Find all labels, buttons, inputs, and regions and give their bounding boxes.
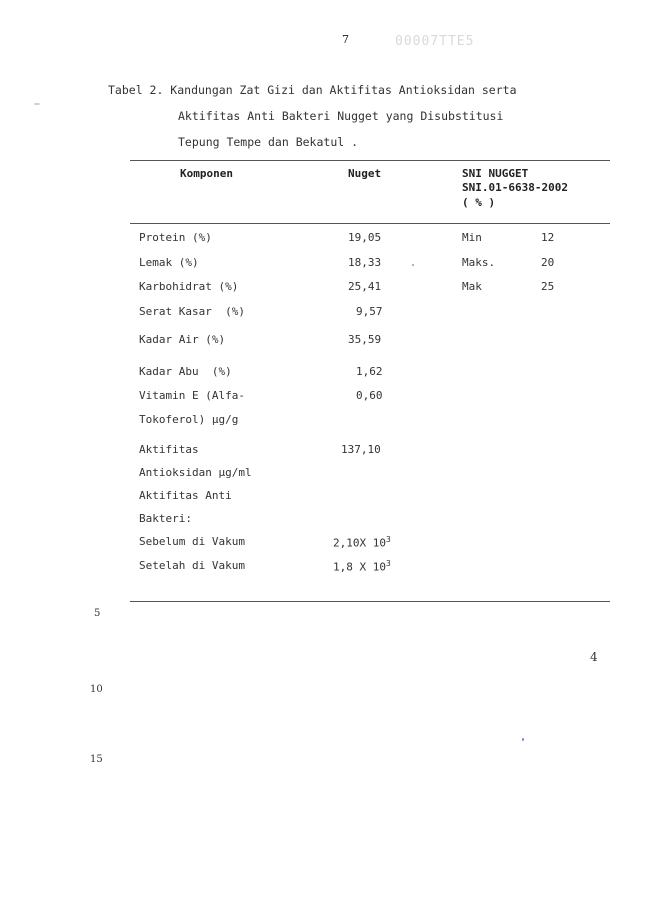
caption-line-2: Aktifitas Anti Bakteri Nugget yang Disubstitusi: [178, 109, 504, 123]
margin-line-number: 15: [90, 754, 103, 765]
cell-sni-value: 20: [541, 256, 555, 269]
cell-nuget-exponent: 3: [385, 535, 391, 544]
cell-nuget: [333, 535, 391, 550]
cell-sni-value: 25: [541, 280, 555, 293]
scan-speck: [522, 738, 524, 741]
cell-nuget: 25,41: [348, 280, 382, 293]
header-sni-line-1: SNI NUGGET: [462, 167, 529, 180]
cell-komponen: Bakteri:: [139, 512, 192, 525]
cell-komponen: Aktifitas Anti: [139, 489, 232, 502]
margin-line-number: 5: [94, 608, 101, 619]
cell-nuget: 0,60: [356, 389, 383, 402]
cell-komponen: Kadar Air (%): [139, 333, 226, 346]
cell-nuget: 35,59: [348, 333, 382, 346]
page-number: 7: [342, 33, 349, 46]
cell-sni-label: Min: [462, 231, 482, 244]
cell-komponen: Aktifitas: [139, 443, 199, 456]
caption-line-3: Tepung Tempe dan Bekatul .: [178, 135, 359, 149]
cell-nuget: 1,62: [356, 365, 383, 378]
cell-komponen: Lemak (%): [139, 256, 199, 269]
cell-komponen: Setelah di Vakum: [139, 559, 245, 572]
cell-komponen: Karbohidrat (%): [139, 280, 239, 293]
scan-speck: [34, 103, 40, 105]
cell-komponen: Antioksidan µg/ml: [139, 466, 252, 479]
cell-sni-label: Mak: [462, 280, 482, 293]
cell-komponen: Sebelum di Vakum: [139, 535, 245, 548]
cell-komponen: Vitamin E (Alfa-: [139, 389, 245, 402]
cell-komponen: Tokoferol) µg/g: [139, 413, 239, 426]
header-sni-line-3: ( % ): [462, 196, 496, 209]
cell-komponen: Protein (%): [139, 231, 212, 244]
table-header-rule: [130, 223, 610, 224]
cell-nuget-base: 1,8 X 10: [333, 560, 386, 574]
right-marker: 4: [590, 650, 598, 664]
table-caption: [108, 77, 608, 155]
header-nuget: Nuget: [348, 167, 382, 180]
table-bottom-rule: [130, 601, 610, 602]
cell-nuget: [333, 559, 391, 574]
cell-komponen: Kadar Abu (%): [139, 365, 232, 378]
cell-komponen: Serat Kasar (%): [139, 305, 245, 318]
cell-sni-value: 12: [541, 231, 555, 244]
header-komponen: Komponen: [180, 167, 233, 180]
cell-nuget-exponent: 3: [385, 559, 391, 568]
cell-nuget: 137,10: [341, 443, 381, 456]
cell-sni-label: Maks.: [462, 256, 496, 269]
cell-nuget-base: 2,10X 10: [333, 536, 386, 550]
cell-nuget: 19,05: [348, 231, 382, 244]
scan-speck: [412, 264, 414, 266]
faded-stamp: 00007TTE5: [395, 34, 475, 49]
cell-nuget: 9,57: [356, 305, 383, 318]
cell-nuget: 18,33: [348, 256, 382, 269]
caption-line-1: Tabel 2. Kandungan Zat Gizi dan Aktifitas Antioksidan serta: [108, 83, 517, 97]
header-sni-line-2: SNI.01-6638-2002: [462, 181, 568, 194]
table-top-rule: [130, 160, 610, 161]
margin-line-number: 10: [90, 684, 103, 695]
